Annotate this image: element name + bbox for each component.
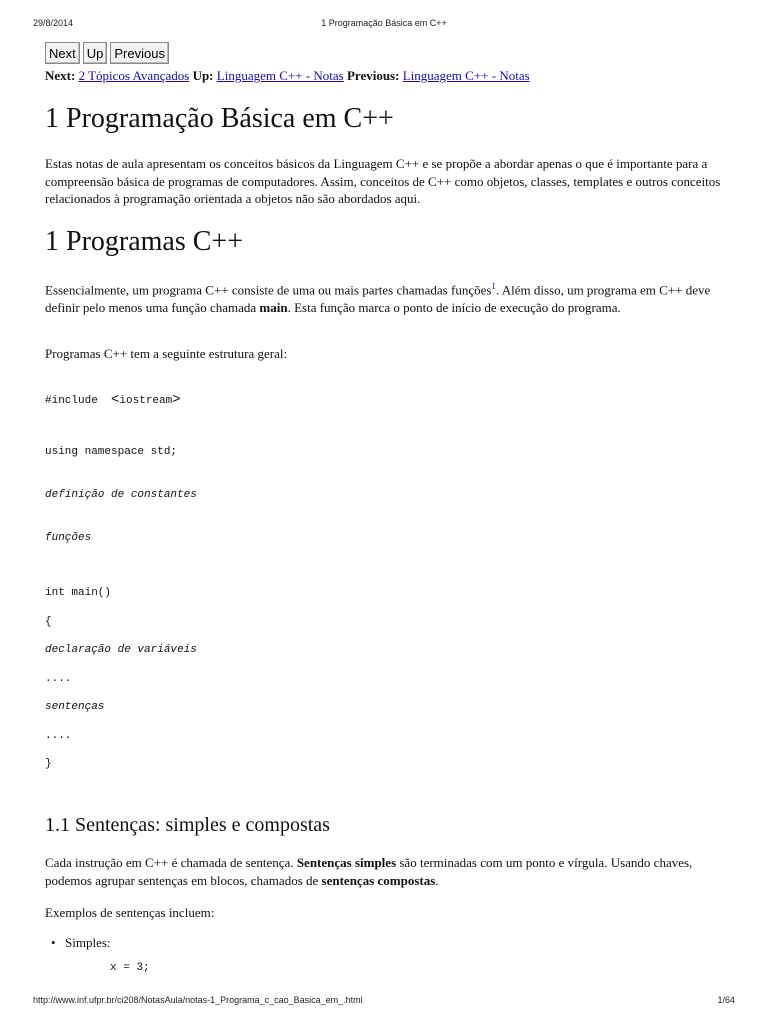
- intro-paragraph: Estas notas de aula apresentam os conceitos básicos da Linguagem C++ e se propõe a abordar apenas o que é importante para a compreensão básica de programas de computadores. Assim, conceitos de C++ como objetos, classes, templates e outros conceitos relacionados à programação orientada a objetos não são abordados aqui.: [45, 156, 721, 206]
- code-functions: funções: [45, 532, 92, 544]
- print-page-number: 1/64: [717, 995, 735, 1005]
- programs-text-b: . Além disso, um programa em C++ deve definir pelo menos uma função chamada: [45, 282, 711, 315]
- sentences-paragraph: [45, 854, 725, 889]
- code-close-brace: }: [45, 758, 52, 770]
- up-link[interactable]: Linguagem C++ - Notas: [216, 68, 344, 83]
- code-gt: >: [172, 392, 181, 408]
- code-include-keyword: #include: [45, 395, 98, 407]
- code-dots-2: ....: [45, 730, 72, 742]
- next-link[interactable]: 2 Tópicos Avançados: [78, 68, 190, 83]
- compound-sentences-term: sentenças compostas: [321, 872, 436, 888]
- page-title: 1 Programação Básica em C++: [45, 103, 394, 134]
- main-keyword: main: [259, 299, 288, 315]
- code-main: int main(): [45, 587, 112, 599]
- print-date: 29/8/2014: [33, 18, 74, 28]
- up-button[interactable]: Up: [83, 42, 108, 64]
- code-declarations: declaração de variáveis: [45, 644, 197, 656]
- simple-sentences-term: Sentenças simples: [296, 855, 397, 870]
- examples-intro: Exemplos de sentenças incluem:: [45, 905, 215, 920]
- code-open-brace: {: [45, 616, 52, 628]
- code-iostream: iostream: [119, 395, 173, 407]
- sentences-text-c: são terminadas com um ponto e vírgula. Usando chaves, podemos agrupar sentenças em blocos, chamados de: [45, 855, 693, 888]
- bullet-simple: • Simples:: [65, 935, 111, 951]
- programs-paragraph: [45, 278, 725, 316]
- previous-link[interactable]: Linguagem C++ - Notas: [402, 68, 530, 83]
- next-label: Next:: [45, 68, 76, 83]
- code-statements: sentenças: [45, 701, 105, 713]
- structure-intro: Programas C++ tem a seguinte estrutura geral:: [45, 346, 288, 361]
- previous-label: Previous:: [346, 68, 400, 83]
- sentences-text-e: .: [435, 872, 439, 888]
- sentences-text-a: Cada instrução em C++ é chamada de sentença.: [45, 855, 297, 870]
- print-url: http://www.inf.ufpr.br/ci208/NotasAula/notas-1_Programa_c_cao_Basica_em_.html: [33, 995, 363, 1005]
- previous-button[interactable]: Previous: [110, 42, 169, 64]
- code-include: [45, 392, 181, 408]
- code-lt: <: [111, 392, 120, 408]
- next-button[interactable]: Next: [45, 42, 80, 64]
- section-heading-programs: 1 Programas C++: [45, 226, 244, 257]
- nav-buttons: [45, 42, 725, 64]
- code-constants: definição de constantes: [45, 489, 197, 501]
- code-using: using namespace std;: [45, 446, 178, 458]
- code-example: x = 3;: [110, 962, 150, 974]
- print-title: 1 Programação Básica em C++: [321, 18, 447, 28]
- programs-text-c: . Esta função marca o ponto de início de execução do programa.: [287, 299, 621, 315]
- document-body: [45, 42, 725, 974]
- code-dots-1: ....: [45, 673, 72, 685]
- section-heading-sentences: 1.1 Sentenças: simples e compostas: [45, 814, 330, 836]
- up-label: Up:: [192, 68, 214, 83]
- footnote-link[interactable]: 1: [491, 281, 496, 291]
- nav-links: [45, 68, 725, 84]
- programs-text-a: Essencialmente, um programa C++ consiste de uma ou mais partes chamadas funções: [45, 282, 492, 298]
